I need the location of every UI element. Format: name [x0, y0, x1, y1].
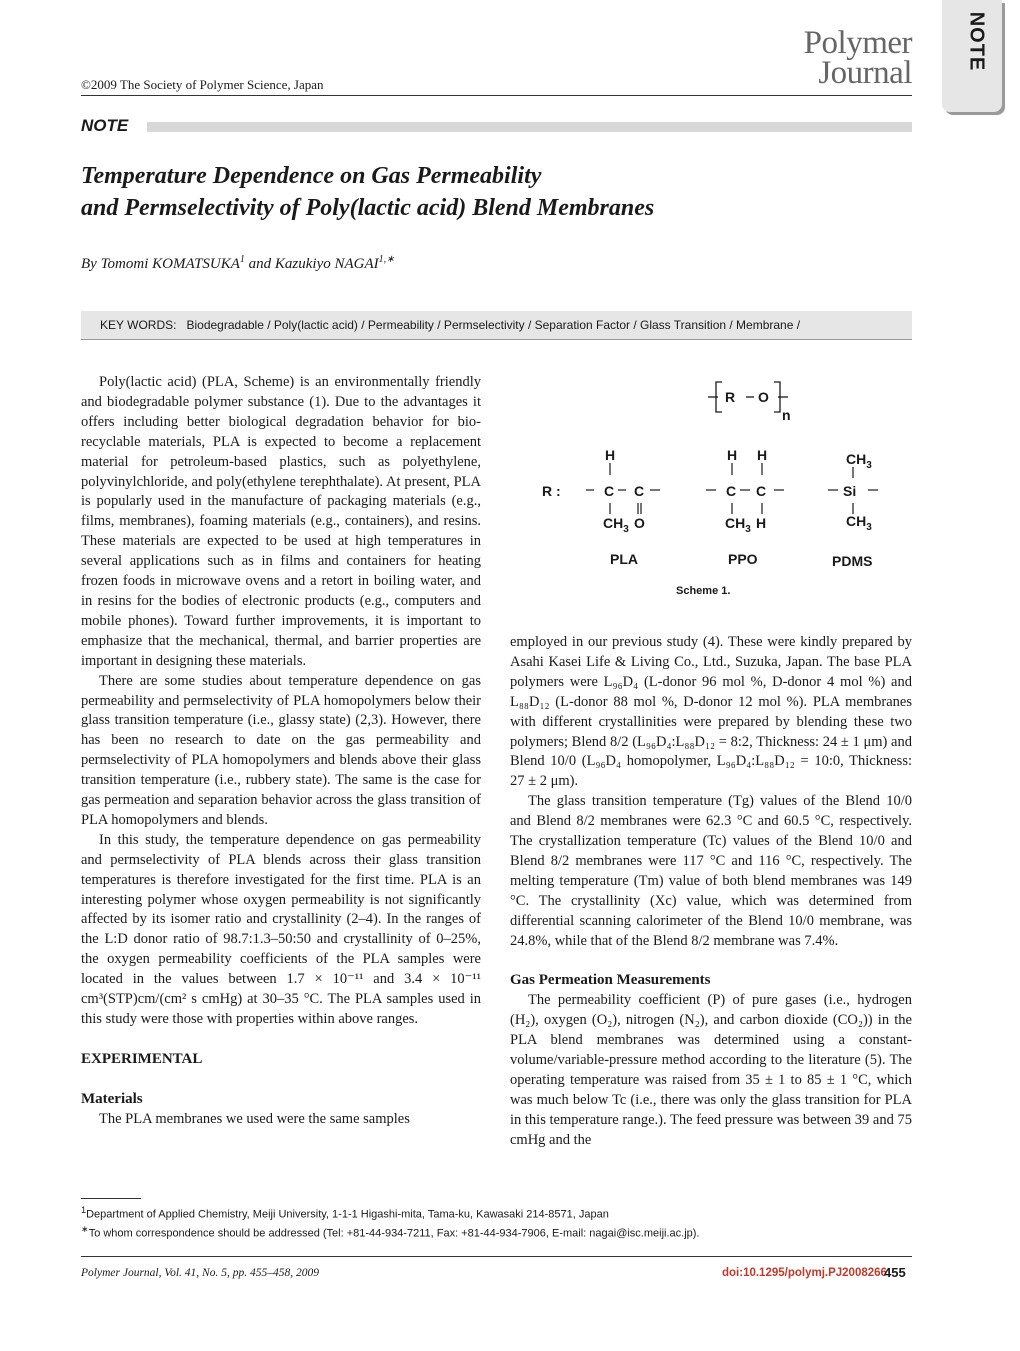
intro-paragraph-2: There are some studies about temperature dependence on gas permeability and permselectivity of PLA homopolymers below their glass transition temperature (i.e., glassy state) (2,3). However, there has been no research to date on the gas permeability and permselectivity of PLA homopolymers and blends above their glass transition temperature (i.e., rubbery state). The same is the case for gas permeation and separation behavior across the glass transition of PLA homopolymers and blends. — [81, 672, 481, 828]
pla-ch3: $CH_3$ — [603, 515, 629, 535]
repeat-R: R — [725, 389, 736, 405]
author-and: and Kazukiyo — [244, 256, 335, 272]
footer-citation: Polymer Journal, Vol. 41, No. 5, pp. 455–458, 2009 — [81, 1267, 319, 1279]
materials-paragraph: The PLA membranes we used were the same samples — [99, 1110, 410, 1127]
journal-logo-line1: Polymer — [803, 25, 912, 61]
title-line-1: Temperature Dependence on Gas Permeability — [81, 163, 542, 189]
pla-label: PLA — [610, 551, 638, 567]
pdms-si: Si — [843, 483, 857, 499]
page-number: 455 — [884, 1265, 906, 1280]
footnote-1: $^1$Department of Applied Chemistry, Meiji University, 1-1-1 Higashi-mita, Tama-ku, Kawasaki 214-8571, Japan — [81, 1205, 609, 1221]
keywords-label: KEY WORDS: — [100, 318, 177, 332]
note-tab-label: NOTE — [965, 11, 988, 72]
journal-logo — [770, 25, 912, 91]
title-line-2: and Permselectivity of Poly(lactic acid) Blend Membranes — [81, 195, 655, 221]
ppo-h2: H — [757, 447, 768, 463]
right-column — [510, 633, 912, 1151]
article-title — [81, 160, 911, 224]
ppo-h3: H — [756, 515, 767, 531]
scheme-1-structures — [510, 370, 912, 610]
r-label: R : — [542, 483, 561, 499]
header-rule — [81, 95, 912, 96]
footnote-rule — [81, 1198, 141, 1199]
ppo-c2: C — [756, 483, 767, 499]
copyright-notice: ©2009 The Society of Polymer Science, Japan — [81, 77, 324, 92]
footnote-2: ∗To whom correspondence should be addressed (Tel: +81-44-934-7211, Fax: +81-44-934-7906, E-mail: nagai@isc.meiji.ac.jp). — [81, 1223, 700, 1240]
pla-c1: C — [604, 483, 615, 499]
section-label: NOTE — [81, 116, 129, 135]
repeat-bracket — [708, 382, 788, 412]
keywords — [100, 318, 800, 332]
ppo-h1: H — [727, 447, 738, 463]
ppo-ch3: $CH_3$ — [725, 515, 751, 535]
repeat-O: O — [758, 389, 769, 405]
experimental-heading: EXPERIMENTAL — [81, 1050, 203, 1067]
ppo-c1: C — [726, 483, 737, 499]
gas-permeation-paragraph: The permeability coefficient (P) of pure gases (i.e., hydrogen (H₂), oxygen (O₂), nitrogen (N₂), and carbon dioxide (CO₂)) in the PLA blend membranes was determined using a constant-volume/variable-pressure method according to the literature (5). The operating temperature was raised from 35 ± 1 to 85 ± 1 °C, which was much below Tc (i.e., there was only the glass transition for PLA in this temperature range.). The feed pressure was between 39 and 75 cmHg and the — [510, 992, 912, 1148]
pla-bonds — [586, 463, 660, 514]
author-line — [81, 254, 395, 273]
keywords-list: Biodegradable / Poly(lactic acid) / Permeability / Permselectivity / Separation Factor / Glass Transition / Membrane / — [186, 318, 801, 332]
section-bar — [147, 122, 912, 132]
intro-paragraph-1: Poly(lactic acid) (PLA, Scheme) is an environmentally friendly and biodegradable polymer substance (1). Due to the advantages it offers including better biological degradation behavior for bio-recyclable materials, PLA is expected to become a replacement material for petroleum-based plastics, such as polyethylene, polyvinylchloride, and poly(ethylene terephthalate). At present, PLA is popularly used in the manufacture of packaging materials (e.g., films, membranes), foaming materials (e.g., containers), and resins. These materials are expected to be used at high temperatures in several applications such as in films and containers for heating frozen foods in microwave ovens and a retort in boiling water, and in resins for the bodies of electronic products (e.g., computers and mobile phones). Toward further improvements, it is important to emphasize that the mechanical, thermal, and barrier properties are important in designing these materials. — [81, 374, 481, 669]
materials-heading: Materials — [81, 1090, 143, 1107]
scheme-caption: Scheme 1. — [676, 585, 731, 597]
footer-rule — [81, 1256, 912, 1257]
pdms-ch3-bottom: $CH_3$ — [846, 513, 872, 533]
pla-c2: C — [634, 483, 645, 499]
pdms-label: PDMS — [832, 553, 873, 569]
pla-h: H — [605, 447, 616, 463]
pla-o: O — [634, 515, 645, 531]
pdms-ch3-top: $CH_3$ — [846, 451, 872, 471]
ppo-bonds — [706, 463, 784, 514]
author-1: KOMATSUKA — [152, 256, 240, 272]
journal-logo-line2: Journal — [818, 55, 912, 91]
ppo-label: PPO — [728, 551, 758, 567]
repeat-n: n — [782, 407, 791, 423]
thermal-paragraph: The glass transition temperature (Tg) values of the Blend 10/0 and Blend 8/2 membranes were 62.3 °C and 60.5 °C, respectively. The crystallization temperature (Tc) values of the Blend 10/0 and Blend 8/2 membranes were 117 °C and 116 °C, respectively. The melting temperature (Tm) value of both blend membranes was 149 °C. The crystallinity (Xc) value, which was determined from differential scanning calorimeter of the Blend 10/0 membrane, was 24.8%, while that of the Blend 8/2 membrane was 7.4%. — [510, 793, 912, 949]
author-2-sup: 1,∗ — [378, 254, 395, 265]
left-column — [81, 373, 481, 1129]
footnotes — [81, 1203, 912, 1240]
author-by: By Tomomi — [81, 256, 153, 272]
intro-paragraph-3: In this study, the temperature dependence on gas permeability and permselectivity of PLA blends across their glass transition temperatures is therefore investigated for the first time. PLA is an interesting polymer whose oxygen permeability is not significantly affected by its isomer ratio and crystallinity (2–4). In the ranges of the L:D donor ratio of 98.7:1.3–50:50 and crystallinity of 0–25%, the oxygen permeability coefficients of the PLA samples were located in the values between 1.7 × 10⁻¹¹ and 3.4 × 10⁻¹¹ cm³(STP)cm/(cm² s cmHg) at 30–35 °C. The PLA samples used in this study were those with properties within above ranges. — [81, 831, 481, 1027]
materials-paragraph-cont: employed in our previous study (4). These were kindly prepared by Asahi Kasei Life & Living Co., Ltd., Suzuka, Japan. The base PLA polymers were L₉₆D₄ (L-donor 96 mol %, D-donor 4 mol %) and L₈₈D₁₂ (L-donor 88 mol %, D-donor 12 mol %). PLA membranes with different crystallinities were prepared by blending these two polymers; Blend 8/2 (L₉₆D₄:L₈₈D₁₂ = 8:2, Thickness: 24 ± 1 μm) and Blend 10/0 (L₉₆D₄ homopolymer, L₉₆D₄:L₈₈D₁₂ = 10:0, Thickness: 27 ± 2 μm). — [510, 634, 912, 790]
author-1-sup: 1 — [239, 254, 245, 265]
author-2: NAGAI — [334, 256, 379, 272]
gas-permeation-heading: Gas Permeation Measurements — [510, 972, 711, 989]
doi-link[interactable]: doi:10.1295/polymj.PJ2008266 — [722, 1267, 887, 1279]
note-side-tab — [942, 0, 1002, 112]
